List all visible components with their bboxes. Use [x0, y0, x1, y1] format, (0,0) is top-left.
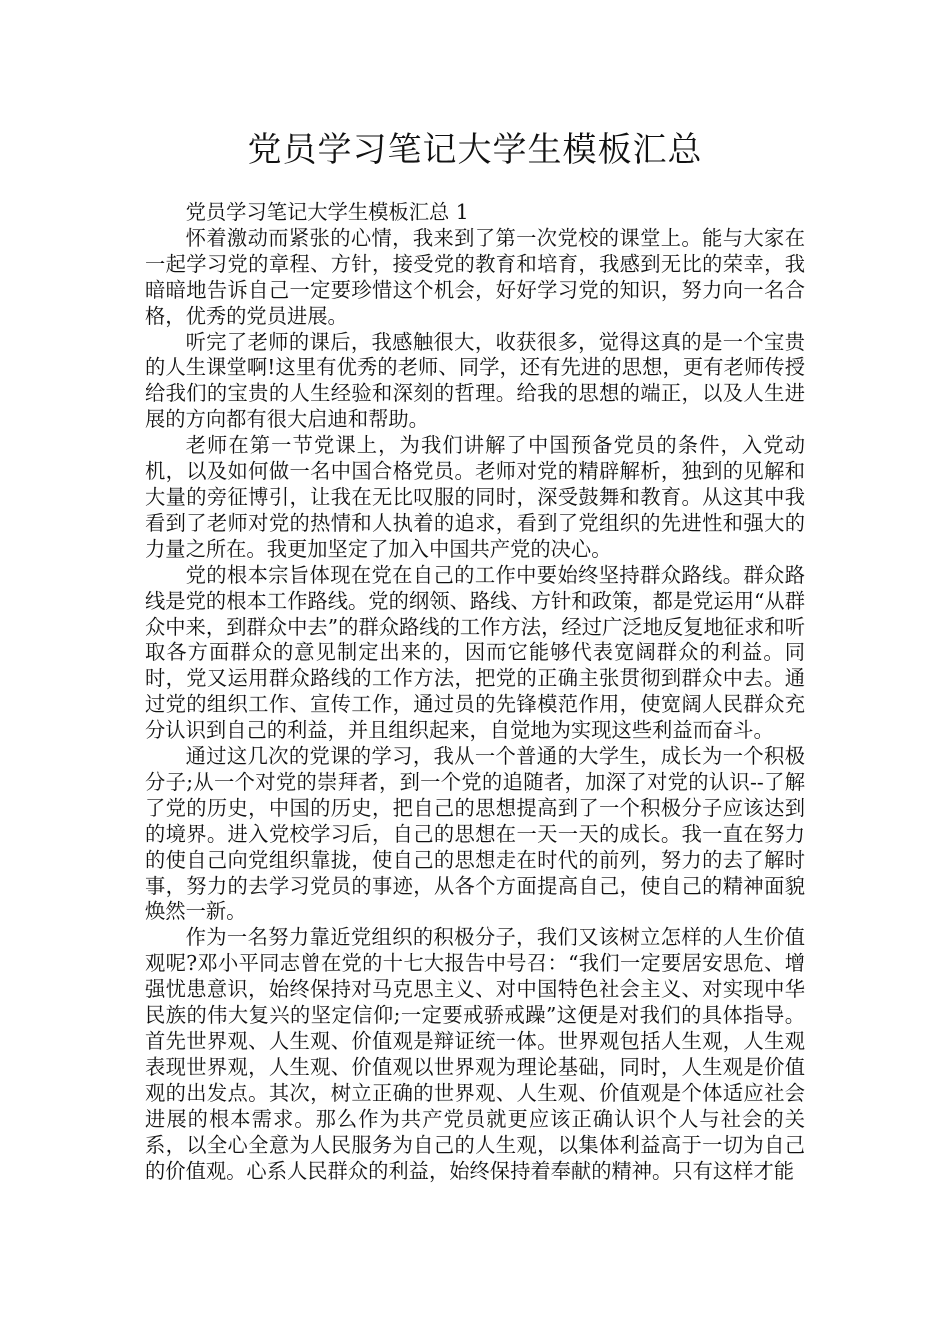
document-subtitle: 党员学习笔记大学生模板汇总 1	[185, 200, 469, 224]
document-title: 党员学习笔记大学生模板汇总	[247, 130, 703, 170]
paragraph-4: 党的根本宗旨体现在党在自己的工作中要始终坚持群众路线。群众路线是党的根本工作路线。党的纲领、路线、方针和政策，都是党运用“从群众中来，到群众中去”的群众路线的工作方法，经过广泛地反复地征求和听取各方面群众的意见制定出来的，因而它能够代表宽阔群众的利益。同时，党又运用群众路线的工作方法，把党的正确主张贯彻到群众中去。通过党的组织工作、宣传工作，通过员的先锋模范作用，使宽阔人民群众充分认识到自己的利益，并且组织起来，自觉地为实现这些利益而奋斗。	[145, 562, 805, 743]
paragraph-2: 听完了老师的课后，我感触很大，收获很多，觉得这真的是一个宝贵的人生课堂啊!这里有优秀的老师、同学，还有先进的思想，更有老师传授给我们的宝贵的人生经验和深刻的哲理。给我的思想的端正，以及人生进展的方向都有很大启迪和帮助。	[145, 329, 805, 432]
paragraph-1: 怀着激动而紧张的心情，我来到了第一次党校的课堂上。能与大家在一起学习党的章程、方针，接受党的教育和培育，我感到无比的荣幸，我暗暗地告诉自己一定要珍惜这个机会，好好学习党的知识，努力向一名合格，优秀的党员进展。	[145, 225, 805, 328]
paragraph-3: 老师在第一节党课上，为我们讲解了中国预备党员的条件，入党动机，以及如何做一名中国合格党员。老师对党的精辟解析，独到的见解和大量的旁征博引，让我在无比叹服的同时，深受鼓舞和教育。从这其中我看到了老师对党的热情和人执着的追求，看到了党组织的先进性和强大的力量之所在。我更加坚定了加入中国共产党的决心。	[145, 433, 805, 561]
paragraph-6: 作为一名努力靠近党组织的积极分子，我们又该树立怎样的人生价值观呢?邓小平同志曾在党的十七大报告中号召：“我们一定要居安思危、增强忧患意识，始终保持对马克思主义、对中国特色社会主义、对实现中华民族的伟大复兴的坚定信仰;一定要戒骄戒躁”这便是对我们的具体指导。首先世界观、人生观、价值观是辩证统一体。世界观包括人生观，人生观表现世界观，人生观、价值观以世界观为理论基础，同时，人生观是价值观的出发点。其次，树立正确的世界观、人生观、价值观是个体适应社会进展的根本需求。那么作为共产党员就更应该正确认识个人与社会的关系，以全心全意为人民服务为自己的人生观，以集体利益高于一切为自己的价值观。心系人民群众的利益，始终保持着奉献的精神。只有这样才能	[145, 925, 805, 1183]
paragraph-5: 通过这几次的党课的学习，我从一个普通的大学生，成长为一个积极分子;从一个对党的崇拜者，到一个党的追随者，加深了对党的认识--了解了党的历史，中国的历史，把自己的思想提高到了一个积极分子应该达到的境界。进入党校学习后，自己的思想在一天一天的成长。我一直在努力的使自己向党组织靠拢，使自己的思想走在时代的前列，努力的去了解时事，努力的去学习党员的事迹，从各个方面提高自己，使自己的精神面貌焕然一新。	[145, 744, 805, 924]
document-body	[145, 200, 805, 1184]
